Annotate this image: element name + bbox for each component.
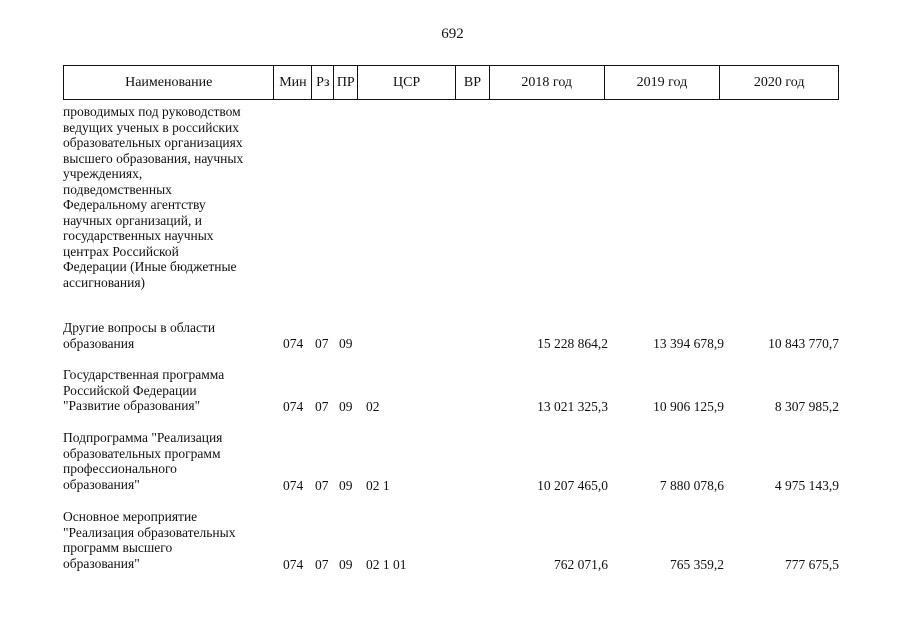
row-name: [63, 430, 267, 492]
table-header: [63, 65, 839, 100]
cell-rz: 07: [315, 478, 329, 493]
header-2020: 2020 год: [753, 74, 805, 90]
header-2018: 2018 год: [490, 66, 605, 99]
header-rz: Рз: [312, 66, 334, 99]
name-line: Российской Федерации: [63, 382, 197, 398]
name-line: ассигнования): [63, 274, 146, 290]
header-2019: 2019 год: [605, 66, 721, 99]
name-line: Подпрограмма "Реализация: [63, 430, 223, 445]
cell-2020: 777 675,5: [785, 557, 839, 572]
name-line: высшего образования, научных: [63, 150, 244, 166]
cell-min: 074: [283, 478, 304, 493]
name-line: Федеральному агентству: [63, 197, 206, 212]
cell-min: 074: [283, 336, 304, 351]
cell-pr: 09: [339, 399, 353, 414]
header-pr: ПР: [334, 66, 358, 99]
name-line: государственных научных: [63, 228, 214, 243]
cell-pr: 09: [339, 478, 353, 493]
cell-2018: 13 021 325,3: [537, 399, 608, 414]
cell-2020: 8 307 985,2: [774, 399, 839, 414]
cell-2020: 4 975 143,9: [774, 478, 839, 493]
row-name: [63, 367, 267, 414]
name-line: "Развитие образования": [63, 398, 201, 413]
cell-csr: 02 1: [366, 478, 390, 493]
name-line: проводимых под руководством: [63, 104, 241, 119]
name-line: программ высшего: [63, 540, 173, 555]
cell-pr: 09: [339, 336, 353, 351]
cell-2018: 10 207 465,0: [537, 478, 608, 493]
row-name: [63, 320, 267, 351]
cell-2019: 10 906 125,9: [653, 399, 724, 414]
name-line: Другие вопросы в области: [63, 320, 216, 335]
cell-rz: 07: [315, 557, 329, 572]
name-line: научных организаций, и: [63, 212, 202, 228]
name-line: Федерации (Иные бюджетные: [63, 259, 237, 274]
name-line: подведомственных: [63, 181, 172, 197]
cell-2019: 13 394 678,9: [653, 336, 724, 351]
row-name: [63, 509, 267, 571]
cell-min: 074: [283, 557, 304, 572]
cell-2018: 762 071,6: [554, 557, 608, 572]
cell-2018: 15 228 864,2: [537, 336, 608, 351]
cell-2020: 10 843 770,7: [768, 336, 839, 351]
name-line: ведущих ученых в российских: [63, 119, 239, 135]
name-line: образования": [63, 476, 140, 492]
cell-csr: 02 1 01: [366, 557, 407, 572]
cell-rz: 07: [315, 336, 329, 351]
cell-min: 074: [283, 399, 304, 414]
name-line: Основное мероприятие: [63, 509, 198, 524]
cell-rz: 07: [315, 399, 329, 414]
page-number: 692: [441, 26, 464, 42]
name-line: Государственная программа: [63, 367, 225, 382]
header-vr: ВР: [456, 66, 490, 99]
name-line: образования: [63, 335, 135, 351]
cell-csr: 02: [366, 399, 380, 414]
name-line: центрах Российской: [63, 243, 179, 259]
name-line: "Реализация образовательных: [63, 524, 236, 540]
name-line: профессионального: [63, 461, 177, 476]
cell-2019: 765 359,2: [670, 557, 724, 572]
header-csr: ЦСР: [358, 66, 456, 99]
name-line: учреждениях,: [63, 166, 143, 181]
cell-2019: 7 880 078,6: [659, 478, 724, 493]
header-min: Мин: [274, 66, 312, 99]
name-line: образовательных программ: [63, 445, 221, 461]
name-line: образования": [63, 555, 140, 571]
header-name: Наименование: [64, 66, 274, 99]
name-line: образовательных организациях: [63, 135, 243, 150]
continuation-name: [63, 104, 267, 290]
cell-pr: 09: [339, 557, 353, 572]
